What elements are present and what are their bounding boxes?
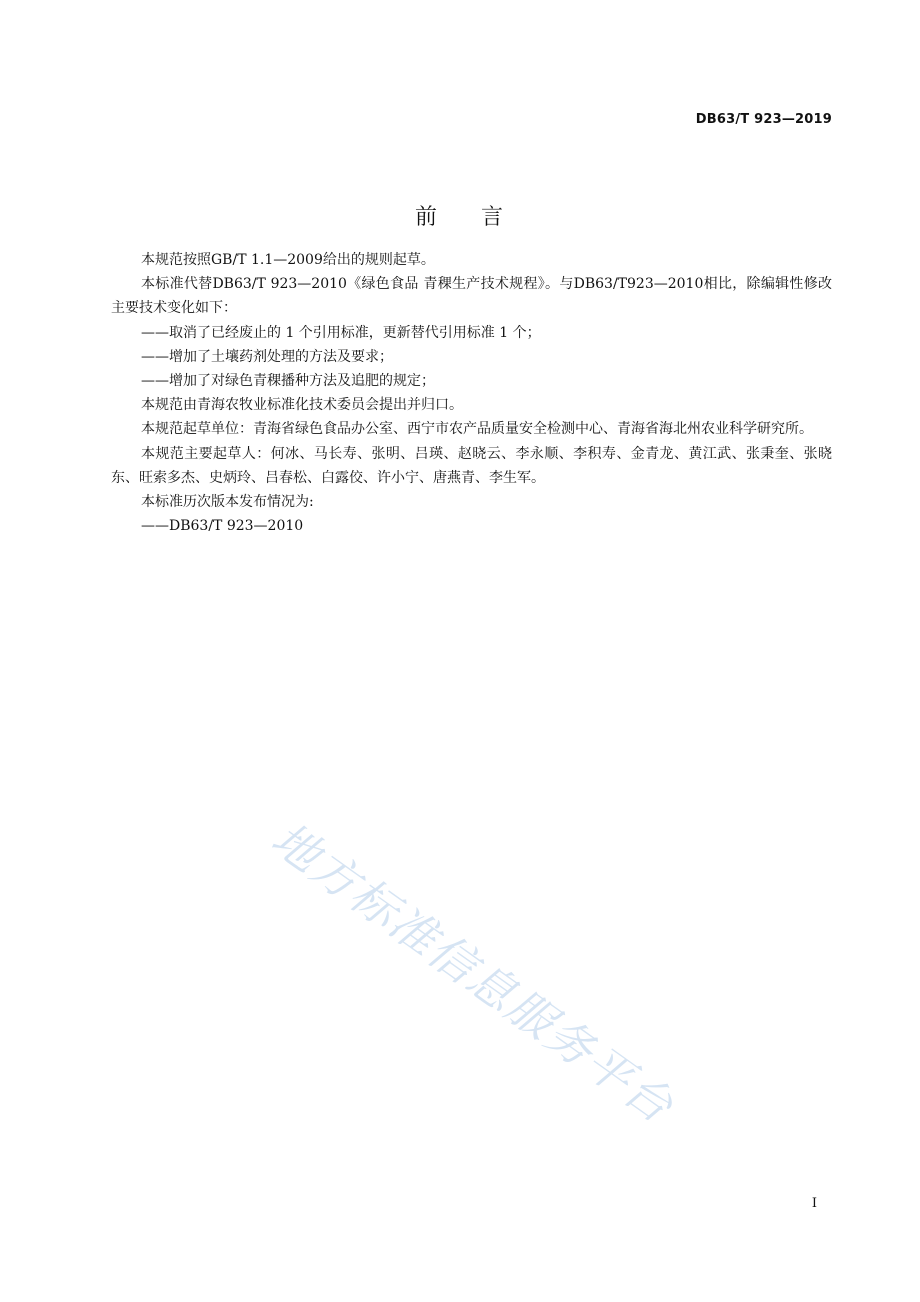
paragraph-change-1: ——取消了已经废止的 1 个引用标准，更新替代引用标准 1 个； xyxy=(141,324,541,341)
paragraph-history-intro: 本标准历次版本发布情况为: xyxy=(141,494,314,511)
watermark: 地方标准信息服务平台 xyxy=(261,811,685,1134)
paragraph-drafters: 本规范主要起草人：何冰、马长寿、张明、吕瑛、赵晓云、李永顺、李积寿、金青龙、黄江武、张秉奎、张晓东、旺索多杰、史炳玲、吕春松、白露佼、许小宁、唐燕青、李生军。 xyxy=(111,445,832,486)
paragraph-replacement: 本标准代替DB63/T 923—2010《绿色食品 青稞生产技术规程》。与DB63/T923—2010相比，除编辑性修改主要技术变化如下： xyxy=(111,276,832,317)
paragraph-change-2: ——增加了土壤药剂处理的方法及要求； xyxy=(141,348,393,365)
page-number: I xyxy=(811,1196,817,1211)
paragraph-history-item: ——DB63/T 923—2010 xyxy=(141,518,304,535)
document-code: DB63/T 923—2019 xyxy=(695,112,832,127)
title-char-1: 前 xyxy=(414,205,439,230)
paragraph-change-3: ——增加了对绿色青稞播种方法及追肥的规定； xyxy=(141,373,435,390)
title-char-2: 言 xyxy=(481,205,506,230)
paragraph-proposer: 本规范由青海农牧业标准化技术委员会提出并归口。 xyxy=(141,397,463,414)
foreword-body xyxy=(111,248,832,538)
page-title xyxy=(0,200,920,231)
paragraph-drafting-rules: 本规范按照GB/T 1.1—2009给出的规则起草。 xyxy=(141,252,435,268)
paragraph-drafting-units: 本规范起草单位：青海省绿色食品办公室、西宁市农产品质量安全检测中心、青海省海北州农业科学研究所。 xyxy=(141,421,813,438)
